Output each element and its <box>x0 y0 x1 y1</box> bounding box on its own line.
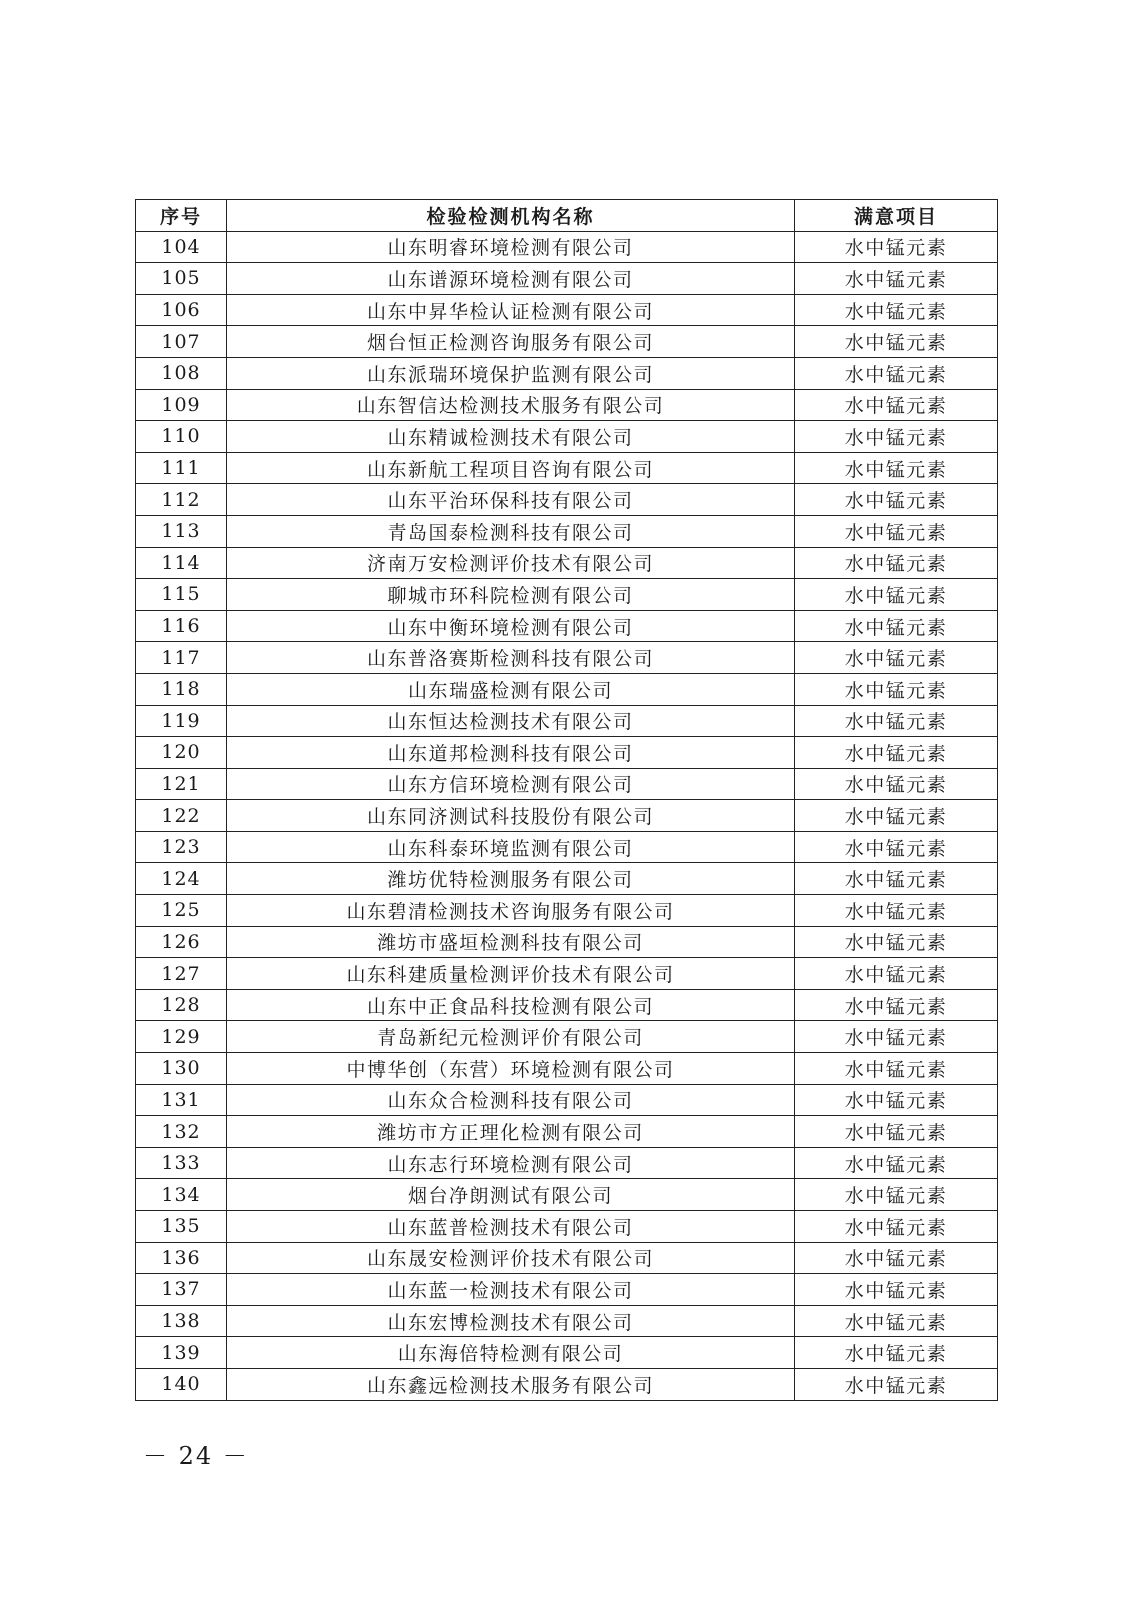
serial-number-cell: 113 <box>136 515 227 547</box>
institution-name-cell: 山东智信达检测技术服务有限公司 <box>227 389 795 421</box>
table-row <box>136 737 998 769</box>
satisfactory-item-cell: 水中锰元素 <box>795 515 998 547</box>
satisfactory-item-cell: 水中锰元素 <box>795 1053 998 1085</box>
satisfactory-item-cell: 水中锰元素 <box>795 958 998 990</box>
serial-number-cell: 138 <box>136 1305 227 1337</box>
institution-name-cell: 潍坊市盛垣检测科技有限公司 <box>227 926 795 958</box>
satisfactory-item-cell: 水中锰元素 <box>795 926 998 958</box>
satisfactory-item-cell: 水中锰元素 <box>795 800 998 832</box>
table-row <box>136 863 998 895</box>
serial-number-cell: 130 <box>136 1053 227 1085</box>
header-serial-number: 序号 <box>136 200 227 232</box>
satisfactory-item-cell: 水中锰元素 <box>795 1368 998 1400</box>
satisfactory-item-cell: 水中锰元素 <box>795 1147 998 1179</box>
satisfactory-item-cell: 水中锰元素 <box>795 326 998 358</box>
table-row <box>136 452 998 484</box>
institution-name-cell: 山东道邦检测科技有限公司 <box>227 737 795 769</box>
serial-number-cell: 137 <box>136 1274 227 1306</box>
satisfactory-item-cell: 水中锰元素 <box>795 642 998 674</box>
satisfactory-item-cell: 水中锰元素 <box>795 1116 998 1148</box>
header-satisfactory-item: 满意项目 <box>795 200 998 232</box>
table-row <box>136 642 998 674</box>
satisfactory-item-cell: 水中锰元素 <box>795 1179 998 1211</box>
table-row <box>136 926 998 958</box>
serial-number-cell: 105 <box>136 263 227 295</box>
serial-number-cell: 134 <box>136 1179 227 1211</box>
institution-name-cell: 山东中昇华检认证检测有限公司 <box>227 294 795 326</box>
institution-name-cell: 青岛国泰检测科技有限公司 <box>227 515 795 547</box>
serial-number-cell: 115 <box>136 579 227 611</box>
table-row <box>136 263 998 295</box>
table-row <box>136 1305 998 1337</box>
satisfactory-item-cell: 水中锰元素 <box>795 1337 998 1369</box>
institution-name-cell: 济南万安检测评价技术有限公司 <box>227 547 795 579</box>
table-row <box>136 1337 998 1369</box>
satisfactory-item-cell: 水中锰元素 <box>795 452 998 484</box>
satisfactory-item-cell: 水中锰元素 <box>795 831 998 863</box>
serial-number-cell: 139 <box>136 1337 227 1369</box>
serial-number-cell: 109 <box>136 389 227 421</box>
institution-name-cell: 山东精诚检测技术有限公司 <box>227 421 795 453</box>
serial-number-cell: 135 <box>136 1211 227 1243</box>
table-row <box>136 1053 998 1085</box>
satisfactory-item-cell: 水中锰元素 <box>795 863 998 895</box>
satisfactory-item-cell: 水中锰元素 <box>795 1305 998 1337</box>
table-row <box>136 800 998 832</box>
serial-number-cell: 128 <box>136 989 227 1021</box>
serial-number-cell: 111 <box>136 452 227 484</box>
serial-number-cell: 104 <box>136 231 227 263</box>
table-row <box>136 831 998 863</box>
satisfactory-item-cell: 水中锰元素 <box>795 895 998 927</box>
table-row <box>136 1147 998 1179</box>
satisfactory-item-cell: 水中锰元素 <box>795 768 998 800</box>
satisfactory-item-cell: 水中锰元素 <box>795 231 998 263</box>
table-row <box>136 1179 998 1211</box>
serial-number-cell: 129 <box>136 1021 227 1053</box>
institution-name-cell: 山东宏博检测技术有限公司 <box>227 1305 795 1337</box>
table-row <box>136 705 998 737</box>
institution-name-cell: 中博华创（东营）环境检测有限公司 <box>227 1053 795 1085</box>
serial-number-cell: 126 <box>136 926 227 958</box>
satisfactory-item-cell: 水中锰元素 <box>795 1211 998 1243</box>
institution-name-cell: 潍坊优特检测服务有限公司 <box>227 863 795 895</box>
institution-table <box>135 199 998 1401</box>
serial-number-cell: 112 <box>136 484 227 516</box>
serial-number-cell: 119 <box>136 705 227 737</box>
institution-name-cell: 山东志行环境检测有限公司 <box>227 1147 795 1179</box>
satisfactory-item-cell: 水中锰元素 <box>795 610 998 642</box>
table-row <box>136 579 998 611</box>
satisfactory-item-cell: 水中锰元素 <box>795 705 998 737</box>
satisfactory-item-cell: 水中锰元素 <box>795 263 998 295</box>
institution-name-cell: 烟台净朗测试有限公司 <box>227 1179 795 1211</box>
table-row <box>136 231 998 263</box>
table-row <box>136 1242 998 1274</box>
institution-name-cell: 山东派瑞环境保护监测有限公司 <box>227 357 795 389</box>
institution-name-cell: 山东平治环保科技有限公司 <box>227 484 795 516</box>
page-number: － 24 － <box>143 1442 249 1470</box>
table-row <box>136 989 998 1021</box>
serial-number-cell: 125 <box>136 895 227 927</box>
institution-name-cell: 山东蓝普检测技术有限公司 <box>227 1211 795 1243</box>
satisfactory-item-cell: 水中锰元素 <box>795 1021 998 1053</box>
serial-number-cell: 107 <box>136 326 227 358</box>
institution-name-cell: 山东恒达检测技术有限公司 <box>227 705 795 737</box>
serial-number-cell: 124 <box>136 863 227 895</box>
serial-number-cell: 117 <box>136 642 227 674</box>
satisfactory-item-cell: 水中锰元素 <box>795 547 998 579</box>
table-row <box>136 1274 998 1306</box>
institution-name-cell: 山东蓝一检测技术有限公司 <box>227 1274 795 1306</box>
institution-name-cell: 山东中正食品科技检测有限公司 <box>227 989 795 1021</box>
serial-number-cell: 133 <box>136 1147 227 1179</box>
institution-name-cell: 山东瑞盛检测有限公司 <box>227 673 795 705</box>
serial-number-cell: 132 <box>136 1116 227 1148</box>
satisfactory-item-cell: 水中锰元素 <box>795 1084 998 1116</box>
table-row <box>136 610 998 642</box>
satisfactory-item-cell: 水中锰元素 <box>795 1242 998 1274</box>
institution-name-cell: 山东晟安检测评价技术有限公司 <box>227 1242 795 1274</box>
satisfactory-item-cell: 水中锰元素 <box>795 989 998 1021</box>
institution-name-cell: 山东普洛赛斯检测科技有限公司 <box>227 642 795 674</box>
table-row <box>136 294 998 326</box>
satisfactory-item-cell: 水中锰元素 <box>795 737 998 769</box>
institution-name-cell: 山东海倍特检测有限公司 <box>227 1337 795 1369</box>
satisfactory-item-cell: 水中锰元素 <box>795 484 998 516</box>
header-institution-name: 检验检测机构名称 <box>227 200 795 232</box>
satisfactory-item-cell: 水中锰元素 <box>795 1274 998 1306</box>
institution-name-cell: 潍坊市方正理化检测有限公司 <box>227 1116 795 1148</box>
table-row <box>136 1368 998 1400</box>
table-header-row <box>136 200 998 232</box>
serial-number-cell: 122 <box>136 800 227 832</box>
satisfactory-item-cell: 水中锰元素 <box>795 357 998 389</box>
institution-name-cell: 烟台恒正检测咨询服务有限公司 <box>227 326 795 358</box>
table-row <box>136 768 998 800</box>
serial-number-cell: 106 <box>136 294 227 326</box>
institution-name-cell: 山东新航工程项目咨询有限公司 <box>227 452 795 484</box>
satisfactory-item-cell: 水中锰元素 <box>795 579 998 611</box>
table-row <box>136 547 998 579</box>
serial-number-cell: 108 <box>136 357 227 389</box>
table-row <box>136 673 998 705</box>
institution-name-cell: 山东科建质量检测评价技术有限公司 <box>227 958 795 990</box>
serial-number-cell: 127 <box>136 958 227 990</box>
serial-number-cell: 118 <box>136 673 227 705</box>
institution-name-cell: 山东碧清检测技术咨询服务有限公司 <box>227 895 795 927</box>
table-row <box>136 1084 998 1116</box>
satisfactory-item-cell: 水中锰元素 <box>795 389 998 421</box>
serial-number-cell: 116 <box>136 610 227 642</box>
table-body <box>136 231 998 1400</box>
table-row <box>136 1211 998 1243</box>
table-row <box>136 1021 998 1053</box>
serial-number-cell: 120 <box>136 737 227 769</box>
serial-number-cell: 131 <box>136 1084 227 1116</box>
institution-name-cell: 聊城市环科院检测有限公司 <box>227 579 795 611</box>
institution-name-cell: 山东方信环境检测有限公司 <box>227 768 795 800</box>
satisfactory-item-cell: 水中锰元素 <box>795 421 998 453</box>
table-row <box>136 421 998 453</box>
serial-number-cell: 110 <box>136 421 227 453</box>
table-row <box>136 484 998 516</box>
serial-number-cell: 136 <box>136 1242 227 1274</box>
institution-name-cell: 山东中衡环境检测有限公司 <box>227 610 795 642</box>
institution-name-cell: 山东鑫远检测技术服务有限公司 <box>227 1368 795 1400</box>
table-row <box>136 515 998 547</box>
serial-number-cell: 140 <box>136 1368 227 1400</box>
institution-name-cell: 山东科泰环境监测有限公司 <box>227 831 795 863</box>
serial-number-cell: 121 <box>136 768 227 800</box>
institution-name-cell: 山东同济测试科技股份有限公司 <box>227 800 795 832</box>
table-row <box>136 389 998 421</box>
serial-number-cell: 114 <box>136 547 227 579</box>
satisfactory-item-cell: 水中锰元素 <box>795 673 998 705</box>
table-row <box>136 326 998 358</box>
table-row <box>136 958 998 990</box>
serial-number-cell: 123 <box>136 831 227 863</box>
institution-name-cell: 山东明睿环境检测有限公司 <box>227 231 795 263</box>
institution-name-cell: 青岛新纪元检测评价有限公司 <box>227 1021 795 1053</box>
table-row <box>136 357 998 389</box>
institution-name-cell: 山东众合检测科技有限公司 <box>227 1084 795 1116</box>
institution-name-cell: 山东谱源环境检测有限公司 <box>227 263 795 295</box>
satisfactory-item-cell: 水中锰元素 <box>795 294 998 326</box>
table-row <box>136 895 998 927</box>
table-row <box>136 1116 998 1148</box>
